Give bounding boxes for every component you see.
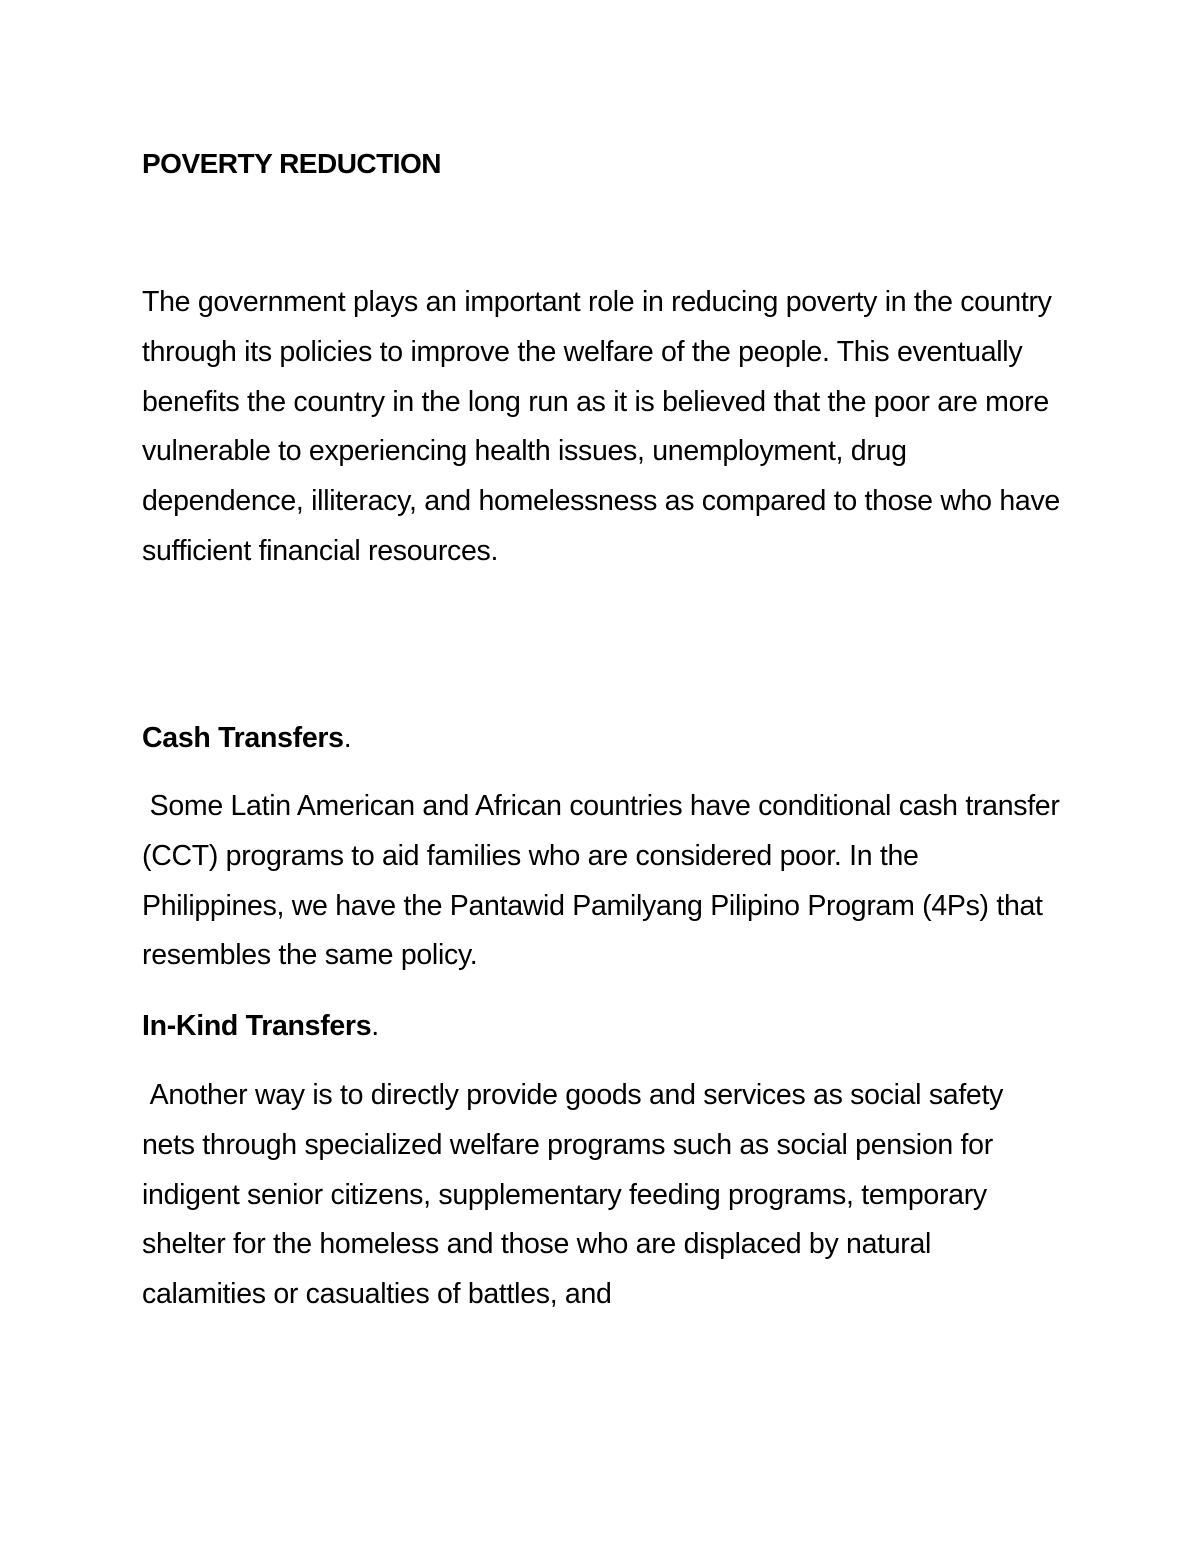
cash-transfers-paragraph: Some Latin American and African countries have conditional cash transfer (CCT) programs to aid families who are considered poor. In the Philippines, we have the Pantawid Pamilyang Pilipino Program (4Ps) that resembles the same policy.: [142, 790, 1068, 972]
section-heading-text: In-Kind Transfers: [142, 1010, 372, 1042]
section-heading-in-kind-transfers: [142, 1008, 379, 1044]
section-heading-punctuation: .: [371, 1010, 379, 1042]
intro-paragraph: The government plays an important role in reducing poverty in the country through its policies to improve the welfare of the people. This eventually benefits the country in the long run as it is believed that the poor are more vulnerable to experiencing health issues, unemployment, drug dependence, illiteracy, and homelessness as compared to those who have sufficient financial resources.: [142, 286, 1060, 567]
document-page: [142, 0, 1068, 1553]
section-heading-punctuation: .: [343, 722, 352, 754]
in-kind-transfers-paragraph: Another way is to directly provide goods and services as social safety nets through specialized welfare programs such as social pension for indigent senior citizens, supplementary feeding programs, temporary shelter for the homeless and those who are displaced by natural calamities or casualties of battles, and: [142, 1079, 1011, 1311]
section-heading-text: Cash Transfers: [142, 722, 344, 754]
section-heading-cash-transfers: [142, 720, 351, 756]
document-title: POVERTY REDUCTION: [142, 148, 442, 179]
